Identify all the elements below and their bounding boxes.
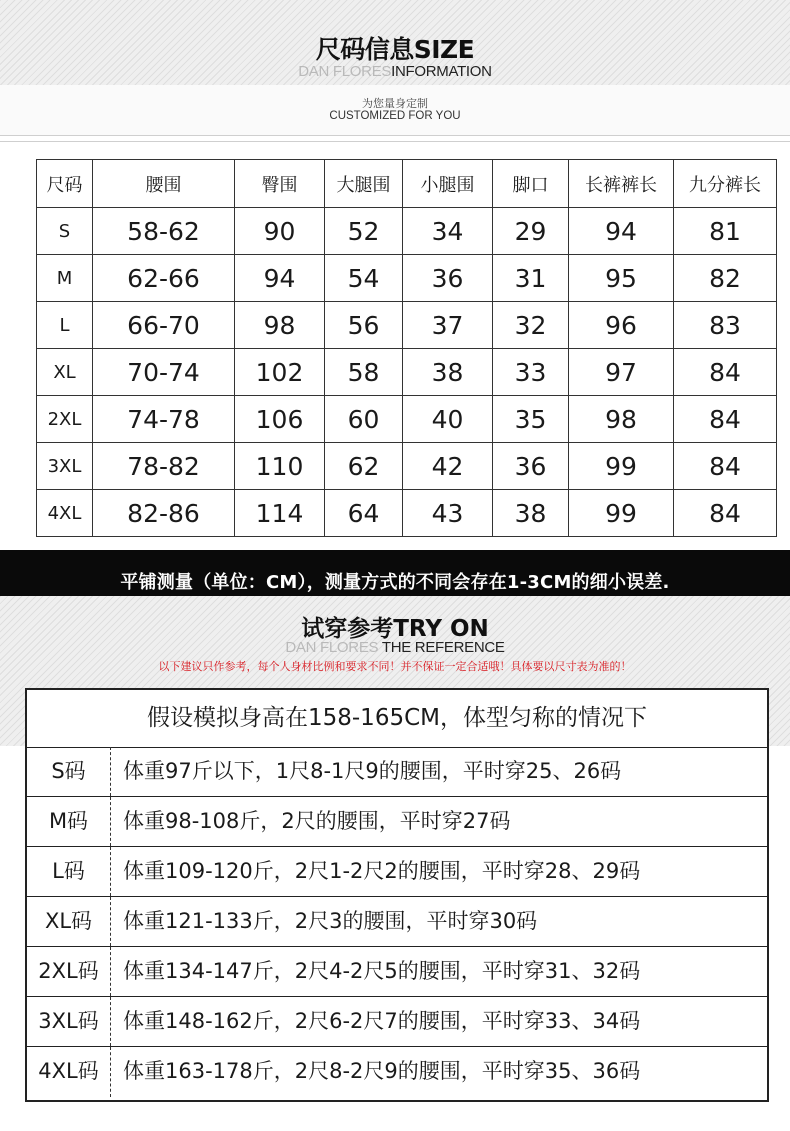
- header-hip: 臀围: [235, 160, 325, 208]
- size-cell: L: [37, 302, 93, 349]
- size-label: 3XL码: [27, 997, 111, 1046]
- waist-cell: 82-86: [93, 490, 235, 537]
- size-label: 4XL码: [27, 1047, 111, 1097]
- customized-cn: 为您量身定制: [362, 97, 428, 110]
- divider: [0, 141, 790, 142]
- size-label: S码: [27, 747, 111, 796]
- try-on-table: [25, 688, 769, 1102]
- ninth-length-cell: 84: [674, 349, 777, 396]
- table-row: [37, 490, 777, 537]
- try-on-title: 试穿参考TRY ON: [301, 616, 489, 642]
- size-label: M码: [27, 797, 111, 846]
- header-calf: 小腿围: [403, 160, 493, 208]
- measurement-note-bar: [0, 550, 790, 596]
- try-on-table-header: 假设模拟身高在158-165CM，体型匀称的情况下: [27, 690, 767, 748]
- size-info-subtitle: [0, 62, 790, 80]
- table-row: [37, 396, 777, 443]
- size-description: 体重109-120斤，2尺1-2尺2的腰围，平时穿28、29码: [123, 859, 641, 883]
- full-length-cell: 95: [569, 255, 674, 302]
- leg-opening-cell: 36: [493, 443, 569, 490]
- table-row: [37, 443, 777, 490]
- hip-cell: 102: [235, 349, 325, 396]
- ninth-length-cell: 81: [674, 208, 777, 255]
- table-row: [27, 947, 767, 997]
- hip-cell: 106: [235, 396, 325, 443]
- try-on-warning: 以下建议只作参考，每个人身材比例和要求不同！并不保证一定合适哦！具体要以尺寸表为准的！: [158, 660, 632, 673]
- size-description: 体重134-147斤，2尺4-2尺5的腰围，平时穿31、32码: [123, 959, 641, 983]
- leg-opening-cell: 35: [493, 396, 569, 443]
- waist-cell: 62-66: [93, 255, 235, 302]
- information-label: INFORMATION: [391, 63, 492, 80]
- table-row: [27, 847, 767, 897]
- table-row: [27, 1047, 767, 1097]
- waist-cell: 70-74: [93, 349, 235, 396]
- header-leg-opening: 脚口: [493, 160, 569, 208]
- header-size: 尺码: [37, 160, 93, 208]
- leg-opening-cell: 38: [493, 490, 569, 537]
- header-thigh: 大腿围: [325, 160, 403, 208]
- thigh-cell: 54: [325, 255, 403, 302]
- table-row: [37, 349, 777, 396]
- size-cell: XL: [37, 349, 93, 396]
- waist-cell: 66-70: [93, 302, 235, 349]
- full-length-cell: 99: [569, 443, 674, 490]
- measurement-note: 平铺测量（单位：CM），测量方式的不同会存在1-3CM的细小误差.: [120, 572, 670, 593]
- calf-cell: 34: [403, 208, 493, 255]
- ninth-length-cell: 83: [674, 302, 777, 349]
- hip-cell: 94: [235, 255, 325, 302]
- ninth-length-cell: 84: [674, 443, 777, 490]
- full-length-cell: 99: [569, 490, 674, 537]
- full-length-cell: 94: [569, 208, 674, 255]
- size-cell: M: [37, 255, 93, 302]
- thigh-cell: 56: [325, 302, 403, 349]
- hip-cell: 90: [235, 208, 325, 255]
- size-table: [36, 159, 777, 537]
- size-label: 2XL码: [27, 947, 111, 996]
- hip-cell: 114: [235, 490, 325, 537]
- thigh-cell: 52: [325, 208, 403, 255]
- ninth-length-cell: 84: [674, 490, 777, 537]
- size-cell: 4XL: [37, 490, 93, 537]
- full-length-cell: 98: [569, 396, 674, 443]
- thigh-cell: 60: [325, 396, 403, 443]
- calf-cell: 37: [403, 302, 493, 349]
- hip-cell: 98: [235, 302, 325, 349]
- calf-cell: 36: [403, 255, 493, 302]
- table-row: [27, 997, 767, 1047]
- full-length-cell: 96: [569, 302, 674, 349]
- table-row: [37, 208, 777, 255]
- size-table-header-row: [37, 160, 777, 208]
- size-description: 体重121-133斤，2尺3的腰围，平时穿30码: [123, 909, 538, 933]
- calf-cell: 42: [403, 443, 493, 490]
- thigh-cell: 58: [325, 349, 403, 396]
- table-row: [27, 747, 767, 797]
- header-waist: 腰围: [93, 160, 235, 208]
- customized-en: CUSTOMIZED FOR YOU: [329, 110, 461, 122]
- hip-cell: 110: [235, 443, 325, 490]
- waist-cell: 74-78: [93, 396, 235, 443]
- size-description: 体重148-162斤，2尺6-2尺7的腰围，平时穿33、34码: [123, 1009, 641, 1033]
- try-on-subtitle: [0, 639, 790, 656]
- table-row: [37, 255, 777, 302]
- size-cell: 2XL: [37, 396, 93, 443]
- size-info-header: [0, 0, 790, 85]
- size-label: XL码: [27, 897, 111, 946]
- size-description: 体重98-108斤，2尺的腰围，平时穿27码: [123, 809, 511, 833]
- waist-cell: 58-62: [93, 208, 235, 255]
- leg-opening-cell: 31: [493, 255, 569, 302]
- size-info-title: 尺码信息SIZE: [315, 35, 475, 64]
- thigh-cell: 62: [325, 443, 403, 490]
- size-label: L码: [27, 847, 111, 896]
- customized-banner: [0, 85, 790, 135]
- leg-opening-cell: 29: [493, 208, 569, 255]
- size-cell: 3XL: [37, 443, 93, 490]
- brand-name: DAN FLORES: [285, 639, 379, 656]
- divider: [0, 135, 790, 136]
- calf-cell: 40: [403, 396, 493, 443]
- thigh-cell: 64: [325, 490, 403, 537]
- leg-opening-cell: 33: [493, 349, 569, 396]
- full-length-cell: 97: [569, 349, 674, 396]
- calf-cell: 43: [403, 490, 493, 537]
- brand-name: DAN FLORES: [298, 63, 392, 80]
- ninth-length-cell: 82: [674, 255, 777, 302]
- waist-cell: 78-82: [93, 443, 235, 490]
- leg-opening-cell: 32: [493, 302, 569, 349]
- reference-label: THE REFERENCE: [378, 639, 505, 656]
- size-description: 体重163-178斤，2尺8-2尺9的腰围，平时穿35、36码: [123, 1059, 641, 1083]
- table-row: [37, 302, 777, 349]
- size-cell: S: [37, 208, 93, 255]
- ninth-length-cell: 84: [674, 396, 777, 443]
- size-description: 体重97斤以下，1尺8-1尺9的腰围，平时穿25、26码: [123, 759, 622, 783]
- header-ninth-length: 九分裤长: [674, 160, 777, 208]
- table-row: [27, 797, 767, 847]
- header-full-length: 长裤裤长: [569, 160, 674, 208]
- table-row: [27, 897, 767, 947]
- calf-cell: 38: [403, 349, 493, 396]
